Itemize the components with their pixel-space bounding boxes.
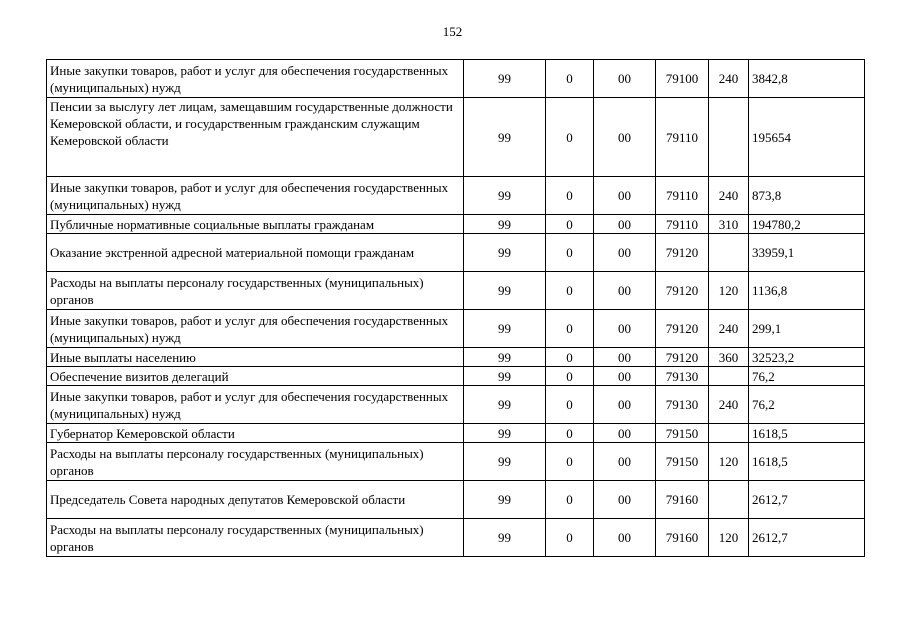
code-cell — [709, 98, 749, 177]
code-cell: 120 — [709, 519, 749, 557]
code-cell: 240 — [709, 310, 749, 348]
code-cell: 0 — [546, 367, 594, 386]
code-cell: 0 — [546, 98, 594, 177]
code-cell: 79120 — [656, 272, 709, 310]
code-cell: 79110 — [656, 177, 709, 215]
code-cell: 99 — [464, 60, 546, 98]
code-cell — [709, 234, 749, 272]
code-cell: 0 — [546, 481, 594, 519]
row-name: Иные закупки товаров, работ и услуг для обеспечения государственных (муниципальных) нужд — [47, 177, 464, 215]
code-cell: 240 — [709, 60, 749, 98]
table-row — [47, 272, 865, 310]
row-name: Расходы на выплаты персоналу государственных (муниципальных) органов — [47, 519, 464, 557]
code-cell — [709, 481, 749, 519]
table-row — [47, 367, 865, 386]
code-cell: 0 — [546, 272, 594, 310]
code-cell: 99 — [464, 310, 546, 348]
code-cell: 79110 — [656, 215, 709, 234]
code-cell: 99 — [464, 386, 546, 424]
page-number: 152 — [442, 24, 463, 39]
code-cell: 0 — [546, 348, 594, 367]
amount-cell: 2612,7 — [749, 481, 865, 519]
row-name: Оказание экстренной адресной материальной помощи гражданам — [47, 234, 464, 272]
code-cell: 240 — [709, 177, 749, 215]
code-cell: 79100 — [656, 60, 709, 98]
amount-cell: 3842,8 — [749, 60, 865, 98]
code-cell: 0 — [546, 215, 594, 234]
amount-cell: 1618,5 — [749, 424, 865, 443]
code-cell: 79150 — [656, 424, 709, 443]
row-name: Иные закупки товаров, работ и услуг для обеспечения государственных (муниципальных) нужд — [47, 60, 464, 98]
row-name: Иные закупки товаров, работ и услуг для обеспечения государственных (муниципальных) нужд — [47, 310, 464, 348]
code-cell: 79120 — [656, 348, 709, 367]
code-cell: 99 — [464, 272, 546, 310]
code-cell: 79150 — [656, 443, 709, 481]
code-cell: 0 — [546, 443, 594, 481]
code-cell: 99 — [464, 215, 546, 234]
table-row — [47, 98, 865, 177]
table-row — [47, 519, 865, 557]
code-cell: 79160 — [656, 519, 709, 557]
table-row — [47, 443, 865, 481]
code-cell: 0 — [546, 386, 594, 424]
row-name: Обеспечение визитов делегаций — [47, 367, 464, 386]
table-row — [47, 234, 865, 272]
code-cell: 00 — [594, 386, 656, 424]
table-row — [47, 348, 865, 367]
amount-cell: 873,8 — [749, 177, 865, 215]
code-cell — [709, 424, 749, 443]
code-cell: 99 — [464, 367, 546, 386]
table-row — [47, 177, 865, 215]
row-name: Председатель Совета народных депутатов Кемеровской области — [47, 481, 464, 519]
amount-cell: 194780,2 — [749, 215, 865, 234]
code-cell: 99 — [464, 348, 546, 367]
amount-cell: 1136,8 — [749, 272, 865, 310]
code-cell: 00 — [594, 443, 656, 481]
code-cell: 0 — [546, 424, 594, 443]
code-cell: 0 — [546, 519, 594, 557]
code-cell: 99 — [464, 424, 546, 443]
code-cell: 00 — [594, 348, 656, 367]
code-cell: 0 — [546, 60, 594, 98]
code-cell: 240 — [709, 386, 749, 424]
amount-cell: 1618,5 — [749, 443, 865, 481]
amount-cell: 33959,1 — [749, 234, 865, 272]
code-cell: 79160 — [656, 481, 709, 519]
code-cell: 00 — [594, 215, 656, 234]
code-cell: 00 — [594, 519, 656, 557]
table-row — [47, 215, 865, 234]
code-cell: 99 — [464, 177, 546, 215]
code-cell: 0 — [546, 177, 594, 215]
table-row — [47, 424, 865, 443]
amount-cell: 299,1 — [749, 310, 865, 348]
table-row — [47, 481, 865, 519]
amount-cell: 76,2 — [749, 367, 865, 386]
code-cell: 0 — [546, 310, 594, 348]
code-cell: 120 — [709, 443, 749, 481]
code-cell: 00 — [594, 177, 656, 215]
code-cell: 360 — [709, 348, 749, 367]
code-cell: 79110 — [656, 98, 709, 177]
amount-cell: 195654 — [749, 98, 865, 177]
code-cell: 99 — [464, 519, 546, 557]
code-cell: 99 — [464, 443, 546, 481]
row-name: Иные выплаты населению — [47, 348, 464, 367]
code-cell: 120 — [709, 272, 749, 310]
code-cell — [709, 367, 749, 386]
code-cell: 99 — [464, 481, 546, 519]
amount-cell: 76,2 — [749, 386, 865, 424]
row-name: Пенсии за выслугу лет лицам, замещавшим государственные должности Кемеровской области, и государственным гражданским служащим Кемеровской области — [47, 98, 464, 177]
budget-table — [46, 59, 865, 557]
code-cell: 00 — [594, 98, 656, 177]
code-cell: 00 — [594, 367, 656, 386]
table-row — [47, 60, 865, 98]
code-cell: 00 — [594, 60, 656, 98]
code-cell: 0 — [546, 234, 594, 272]
code-cell: 99 — [464, 98, 546, 177]
code-cell: 310 — [709, 215, 749, 234]
table-row — [47, 310, 865, 348]
code-cell: 79130 — [656, 367, 709, 386]
row-name: Расходы на выплаты персоналу государственных (муниципальных) органов — [47, 272, 464, 310]
row-name: Расходы на выплаты персоналу государственных (муниципальных) органов — [47, 443, 464, 481]
code-cell: 00 — [594, 272, 656, 310]
amount-cell: 32523,2 — [749, 348, 865, 367]
code-cell: 79120 — [656, 310, 709, 348]
row-name: Публичные нормативные социальные выплаты гражданам — [47, 215, 464, 234]
amount-cell: 2612,7 — [749, 519, 865, 557]
code-cell: 00 — [594, 424, 656, 443]
row-name: Губернатор Кемеровской области — [47, 424, 464, 443]
code-cell: 00 — [594, 234, 656, 272]
code-cell: 99 — [464, 234, 546, 272]
code-cell: 79130 — [656, 386, 709, 424]
code-cell: 00 — [594, 481, 656, 519]
code-cell: 00 — [594, 310, 656, 348]
table-row — [47, 386, 865, 424]
code-cell: 79120 — [656, 234, 709, 272]
row-name: Иные закупки товаров, работ и услуг для обеспечения государственных (муниципальных) нужд — [47, 386, 464, 424]
